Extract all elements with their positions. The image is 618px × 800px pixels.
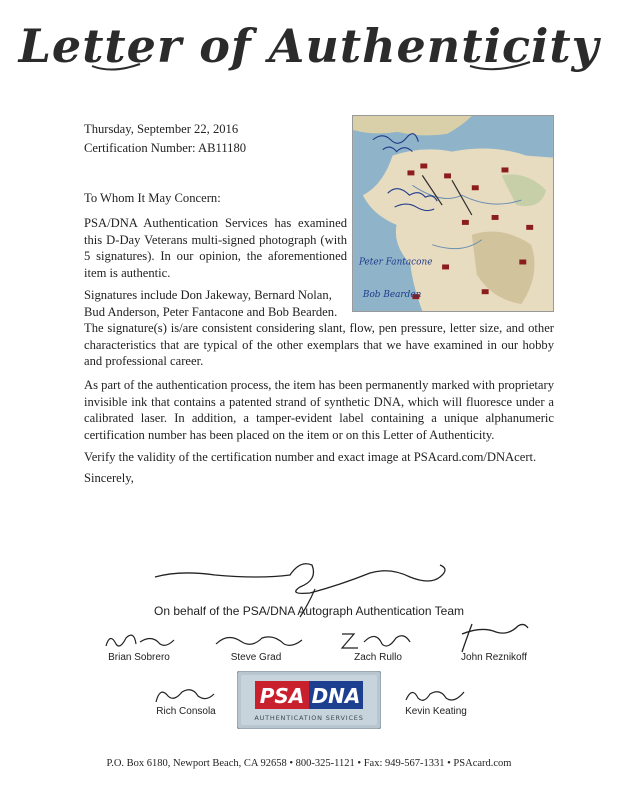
photo-signature-bearden: Bob Bearden (362, 290, 422, 301)
paragraph-process: As part of the authentication process, the item has been permanently marked with proprietary invisible ink that contains a patented strand of synthetic DNA, which will fluoresce under a calibrated laser. In addition, a tamper-evident label containing a unique alphanumeric certification number has been placed on the item or on this Letter of Authenticity. (84, 378, 555, 442)
logo-subtitle: AUTHENTICATION SERVICES (254, 714, 364, 722)
signature-keating (400, 682, 470, 708)
signer-grad: Steve Grad (230, 652, 282, 663)
signature-grad (208, 626, 308, 654)
logo-psa: PSA (259, 684, 305, 708)
psa-dna-logo (237, 671, 381, 729)
signer-reznikoff: John Reznikoff (461, 652, 527, 663)
signature-rullo (336, 626, 416, 654)
photo-signature-fantacone: Peter Fantacone (358, 257, 433, 268)
team-behalf-line: On behalf of the PSA/DNA Autograph Authentication Team (154, 604, 464, 618)
paragraph-examined: PSA/DNA Authentication Services has examined this D-Day Veterans multi-signed photograph (with 5 signatures). In our opinion, the aforementioned item is authentic. (84, 216, 347, 280)
letter-title (0, 8, 618, 78)
signed-map-photo (352, 115, 554, 312)
closing: Sincerely, (84, 471, 134, 485)
paragraph-consistency: The signature(s) is/are consistent considering slant, flow, pen pressure, letter size, and other characteristics that are typical of the other exemplars that we have examined in our hobby and professional career. (84, 321, 554, 368)
signer-keating: Kevin Keating (405, 706, 467, 717)
certification-number: Certification Number: AB11180 (84, 141, 247, 155)
logo-dna: DNA (311, 684, 361, 708)
signature-consola (150, 682, 220, 708)
signer-consola: Rich Consola (156, 706, 216, 717)
signature-reznikoff (452, 620, 532, 656)
paragraph-verify: Verify the validity of the certification number and exact image at PSAcard.com/DNAcert. (84, 450, 537, 464)
salutation: To Whom It May Concern: (84, 191, 221, 205)
letter-date: Thursday, September 22, 2016 (84, 122, 239, 136)
signer-rullo: Zach Rullo (354, 652, 402, 663)
letter-title-text: Letter of Authenticity (18, 19, 600, 73)
paragraph-signatures: Signatures include Don Jakeway, Bernard Nolan, Bud Anderson, Peter Fantacone and Bob Bearden. (84, 288, 338, 319)
footer-contact: P.O. Box 6180, Newport Beach, CA 92658 • 800-325-1121 • Fax: 949-567-1331 • PSAcard.com (106, 758, 512, 769)
signer-sobrero: Brian Sobrero (108, 652, 170, 663)
